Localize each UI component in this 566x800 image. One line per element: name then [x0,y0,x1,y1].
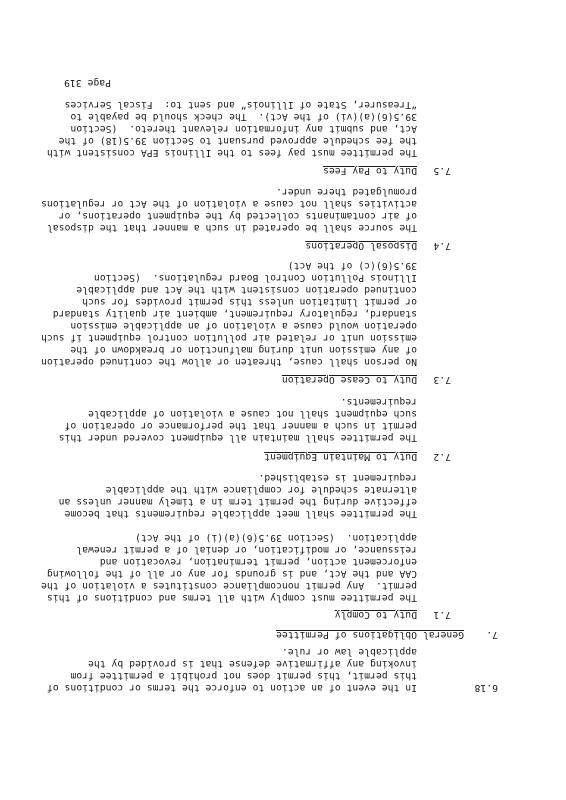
section-heading: Duty to Maintain Equipment [264,451,417,462]
section-heading: General Obligations of Permittee [275,629,464,640]
paragraph-line: No person shall cause, threaten or allow the continued operation [40,356,417,367]
paragraph-line: permit. Any permit noncompliance constitutes a violation of the [40,580,417,591]
paragraph-line: The permittee shall meet applicable requirements that become [64,508,417,519]
paragraph-line: requirements. [340,396,417,407]
paragraph-line: invoking any affirmative defense that is provided by the [87,658,417,669]
paragraph-line: The permittee shall maintain all equipment covered under this [58,432,417,443]
paragraph-line: 39.5(6)(c) of the Act) [287,260,417,271]
paragraph-line: this permit, this permit does not prohibit a permittee from [70,670,417,681]
paragraph-line: the fee schedule approved pursuant to Section 39.5(18) of the [58,135,417,146]
section-heading: Duty to Comply [334,609,417,620]
paragraph-line: standard, regulatory requirement, ambient air quality standard [52,308,417,319]
paragraph-line: The permittee must pay fees to the Illinois EPA consistent with [46,147,417,158]
paragraph-line: continued operation consistent with the Act and applicable [76,284,417,295]
paragraph-line: In the event of an action to enforce the terms or conditions of [46,682,417,693]
paragraph-line: enforcement action, permit termination, revocation and [99,556,417,567]
paragraph-line: Illinois Pollution Control Board regulations. (Section [93,272,417,283]
paragraph-line: “Treasurer, State of Illinois” and sent to: Fiscal Services [64,99,417,110]
paragraph-line: of any emission unit during malfunction or breakdown of the [70,344,417,355]
paragraph-line: Act, and submit any information relevant thereto. (Section [70,123,417,134]
paragraph-line: operation would cause a violation of an applicable emission [70,320,417,331]
section-number: 7.2 [433,451,451,462]
section-heading: Duty to Cease Operation [281,374,417,385]
paragraph-line: or permit limitation unless this permit provides for such [82,296,417,307]
paragraph-line: of air contaminants collected by the equipment operations, or [58,210,417,221]
paragraph-line: application. (Section 39.5(6)(a)(i) of the Act) [134,532,417,543]
section-number: 7.4 [433,240,451,251]
paragraph-line: activities shall not cause a violation of the Act or regulations [40,198,417,209]
section-number: 7.5 [433,165,451,176]
paragraph-line: alternate schedule for compliance with the applicable [105,484,417,495]
paragraph-line: The permittee must comply with all terms and conditions of this [46,592,417,603]
paragraph-line: reissuance, or modification, or denial of a permit renewal [76,544,417,555]
paragraph-line: permit in such a manner that the performance or operation of [64,420,417,431]
section-heading: Disposal Operations [305,240,417,251]
section-number: 7.1 [433,609,451,620]
paragraph-line: applicable law or rule. [281,646,417,657]
paragraph-line: effective during the permit term in a timely manner unless an [58,496,417,507]
section-number: 7.3 [433,374,451,385]
paragraph-line: such equipment shall not cause a violation of applicable [87,408,417,419]
paragraph-line: emission unit or related air pollution control equipment if such [40,332,417,343]
paragraph-line: requirement is established. [258,472,417,483]
paragraph-line: The source shall be operated in such a manner that the disposal [46,222,417,233]
paragraph-line: 39.5(6)(a)(vi) of the Act). The check should be payable to [70,111,417,122]
section-number: 6.18 [474,682,498,693]
page-number: Page 319 [63,77,111,88]
paragraph-line: CAA and the Act, and is grounds for any or all of the following [46,568,417,579]
section-number: 7. [486,629,498,640]
section-heading: Duty to Pay Fees [322,165,417,176]
paragraph-line: promulgated there under. [275,186,417,197]
